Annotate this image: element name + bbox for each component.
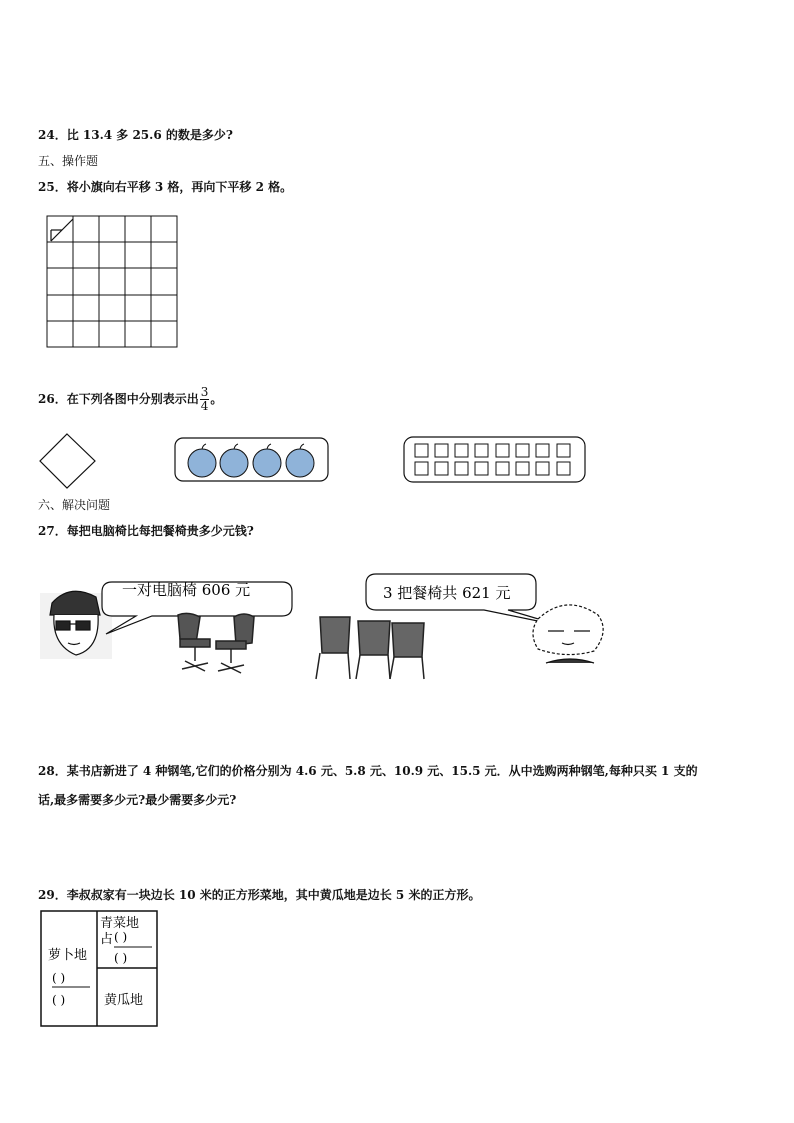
question-26-text: 26．在下列各图中分别表示出: [38, 392, 199, 406]
question-24: 24．比 13.4 多 25.6 的数是多少?: [38, 128, 233, 142]
woman-face-icon: [533, 605, 603, 663]
blank-qingcai-numerator: ( ): [114, 930, 128, 944]
flag-grid: [46, 215, 178, 348]
man-face-icon: [40, 591, 112, 659]
label-zhan: 占: [100, 932, 114, 947]
flag-icon: [51, 219, 73, 241]
vegetable-field-diagram: [40, 910, 160, 1030]
dining-chair-icon: [356, 621, 390, 679]
dining-chair-icon: [316, 617, 350, 679]
blank-qingcai-denominator: ( ): [114, 951, 128, 965]
fraction-numerator: 3: [200, 385, 209, 399]
apple-icon: [220, 444, 248, 477]
blank-luobo-numerator: ( ): [52, 971, 66, 985]
apple-icon: [253, 444, 281, 477]
label-huanggua: 黄瓜地: [104, 993, 144, 1008]
question-27: 27．每把电脑椅比每把餐椅贵多少元钱?: [38, 524, 254, 538]
apples-box: [174, 437, 330, 483]
question-28-line-1: 28．某书店新进了 4 种钢笔,它们的价格分别为 4.6 元、5.8 元、10.9 元、15.5 元．从中选购两种钢笔,每种只买 1 支的: [38, 764, 698, 778]
label-qingcai: 青菜地: [100, 916, 140, 931]
dining-chair-icon: [390, 623, 424, 679]
question-28-line-2: 话,最多需要多少元?最少需要多少元?: [38, 793, 237, 807]
question-29: 29．李叔叔家有一块边长 10 米的正方形菜地，其中黄瓜地是边长 5 米的正方形。: [38, 888, 481, 902]
office-chair-icon: [216, 614, 254, 673]
question-26-end: 。: [210, 392, 223, 406]
bubble-left-text: 一对电脑椅 606 元: [122, 581, 251, 599]
chairs-illustration: [40, 563, 620, 683]
blank-luobo-denominator: ( ): [52, 993, 66, 1007]
section-5-title: 五、操作题: [38, 154, 99, 168]
fraction-three-quarters: [200, 386, 210, 413]
apple-icon: [188, 444, 216, 477]
question-26: [38, 386, 222, 413]
question-25: 25．将小旗向右平移 3 格，再向下平移 2 格。: [38, 180, 293, 194]
section-6-title: 六、解决问题: [38, 498, 111, 512]
label-luobo: 萝卜地: [48, 948, 88, 963]
office-chair-icon: [178, 613, 210, 671]
apple-icon: [286, 444, 314, 477]
diamond-shape: [38, 432, 98, 490]
bubble-right-text: 3 把餐椅共 621 元: [383, 584, 511, 602]
squares-box: [403, 436, 587, 484]
fraction-denominator: 4: [200, 399, 209, 413]
